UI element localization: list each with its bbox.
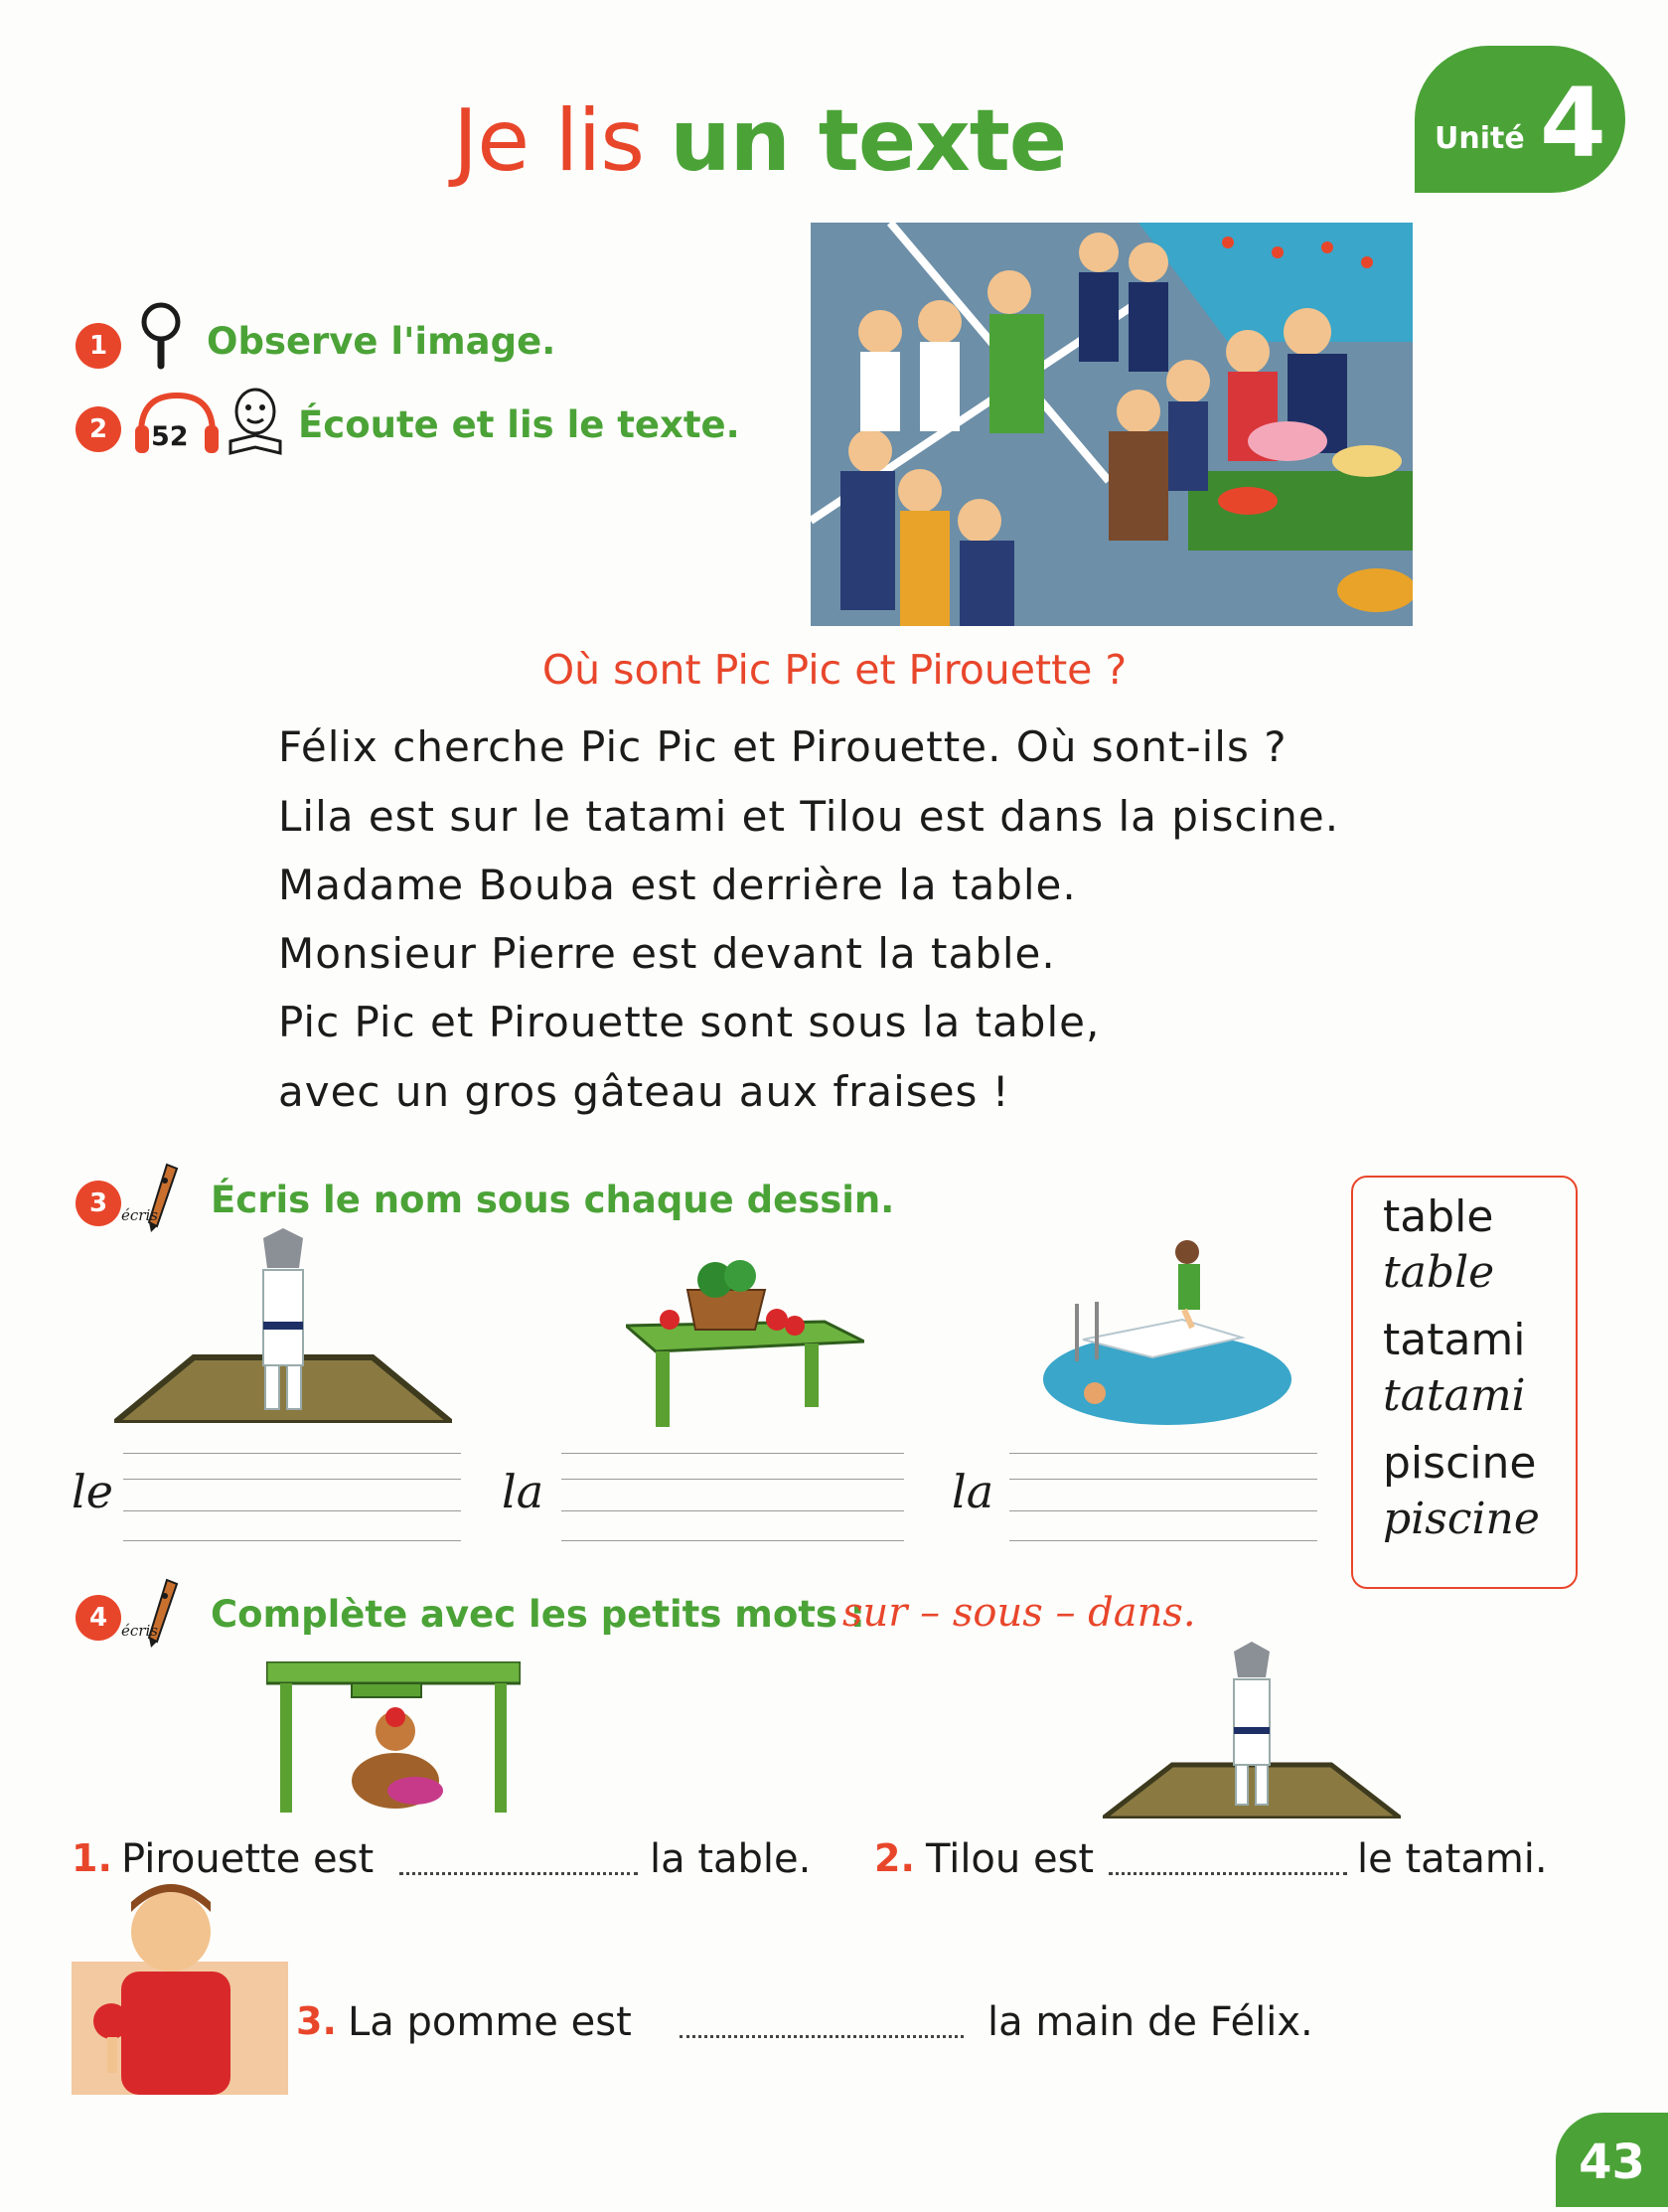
pencil-writing-icon xyxy=(121,1161,191,1232)
instruction-2-text: Écoute et lis le texte. xyxy=(298,403,740,446)
table-basket-drawing xyxy=(626,1260,864,1429)
story-line-6: avec un gros gâteau aux fraises ! xyxy=(278,1067,1010,1116)
story-line-1: Félix cherche Pic Pic et Pirouette. Où sont-ils ? xyxy=(278,722,1288,771)
sentence-2-number: 2. xyxy=(874,1836,915,1880)
unit-badge xyxy=(1415,46,1625,193)
magnifier-icon xyxy=(131,300,191,370)
story-illustration xyxy=(811,223,1413,626)
felix-apple-drawing xyxy=(72,1872,288,2095)
answer-blank-2[interactable] xyxy=(1109,1872,1347,1875)
article-la-1: la xyxy=(502,1465,544,1518)
story-line-4: Monsieur Pierre est devant la table. xyxy=(278,929,1056,978)
writing-line[interactable] xyxy=(123,1510,461,1511)
answer-blank-3[interactable] xyxy=(680,2035,964,2038)
article-la-2: la xyxy=(952,1465,994,1518)
writing-line[interactable] xyxy=(561,1510,904,1511)
tatami-raccoon-drawing xyxy=(1103,1642,1401,1818)
writing-line[interactable] xyxy=(1009,1453,1317,1454)
page-title-part2: un texte xyxy=(670,91,1067,191)
tatami-raccoon-drawing xyxy=(114,1228,452,1423)
audio-track-number: 52 xyxy=(151,421,189,452)
word-table-print: table xyxy=(1383,1191,1494,1242)
headphones-icon xyxy=(131,388,223,457)
writing-line[interactable] xyxy=(561,1540,904,1541)
unit-word: Unité xyxy=(1435,121,1525,156)
sentence-1-before: Pirouette est xyxy=(121,1836,375,1882)
exercise-4-small-words: sur – sous – dans. xyxy=(842,1590,1196,1636)
answer-blank-1[interactable] xyxy=(399,1872,638,1875)
sentence-3-after: la main de Félix. xyxy=(987,1999,1313,2045)
sentence-3-number: 3. xyxy=(296,1999,337,2043)
sentence-3-before: La pomme est xyxy=(348,1999,632,2045)
sentence-2-after: le tatami. xyxy=(1357,1836,1548,1882)
exercise-3-text: Écris le nom sous chaque dessin. xyxy=(211,1179,895,1221)
instruction-2-number: 2 xyxy=(76,406,121,452)
writing-line[interactable] xyxy=(1009,1540,1317,1541)
story-line-3: Madame Bouba est derrière la table. xyxy=(278,861,1077,909)
writing-line[interactable] xyxy=(123,1479,461,1480)
story-line-2: Lila est sur le tatami et Tilou est dans la piscine. xyxy=(278,792,1340,841)
word-box xyxy=(1351,1176,1578,1589)
pool-drawing xyxy=(1043,1230,1291,1425)
pencil-writing-icon xyxy=(121,1576,191,1648)
page-number: 43 xyxy=(1556,2113,1668,2207)
writing-line[interactable] xyxy=(1009,1510,1317,1511)
writing-line[interactable] xyxy=(1009,1479,1317,1480)
read-face-icon xyxy=(225,386,286,457)
word-tatami-cursive: tatami xyxy=(1383,1370,1526,1421)
word-table-cursive: table xyxy=(1383,1247,1495,1298)
exercise-3-number: 3 xyxy=(76,1181,121,1226)
story-title: Où sont Pic Pic et Pirouette ? xyxy=(541,646,1128,694)
exercise-4-text: Complète avec les petits mots : xyxy=(211,1593,865,1636)
exercise-3-icon-label: écris xyxy=(121,1206,158,1224)
word-tatami-print: tatami xyxy=(1383,1315,1526,1365)
writing-line[interactable] xyxy=(561,1453,904,1454)
writing-line[interactable] xyxy=(123,1540,461,1541)
instruction-1-number: 1 xyxy=(76,323,121,369)
instruction-1-text: Observe l'image. xyxy=(207,320,556,363)
exercise-4-icon-label: écris xyxy=(121,1622,158,1640)
unit-number: 4 xyxy=(1540,68,1606,179)
sentence-1-after: la table. xyxy=(650,1836,812,1882)
story-line-5: Pic Pic et Pirouette sont sous la table, xyxy=(278,998,1101,1046)
writing-line[interactable] xyxy=(561,1479,904,1480)
word-piscine-print: piscine xyxy=(1383,1438,1537,1489)
writing-line[interactable] xyxy=(123,1453,461,1454)
sentence-1-number: 1. xyxy=(72,1836,112,1880)
sentence-2-before: Tilou est xyxy=(926,1836,1095,1882)
table-hen-drawing xyxy=(266,1661,521,1817)
page-title-part1: Je lis xyxy=(452,91,671,191)
article-le: le xyxy=(72,1465,113,1518)
word-piscine-cursive: piscine xyxy=(1383,1494,1540,1544)
exercise-4-number: 4 xyxy=(76,1595,121,1641)
